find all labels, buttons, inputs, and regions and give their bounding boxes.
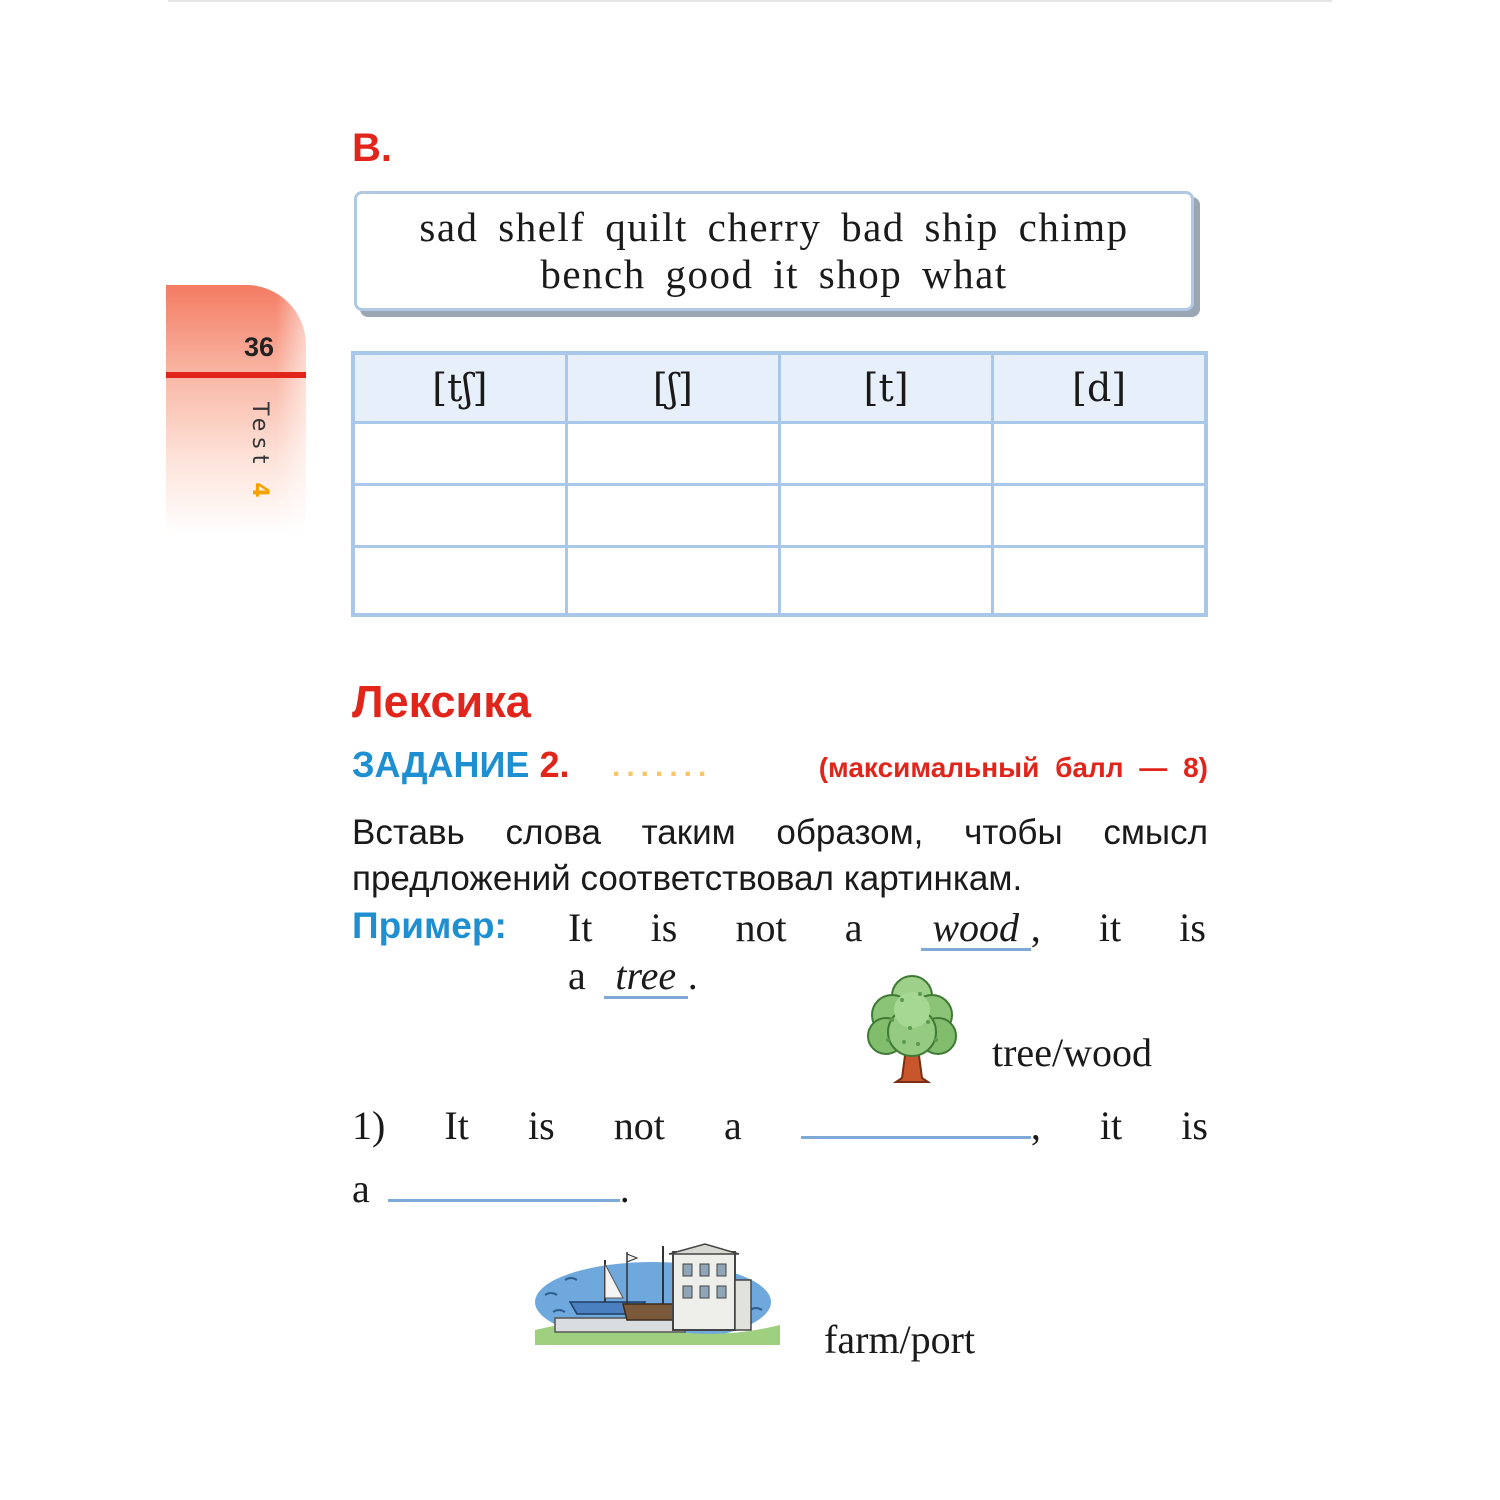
answer-blank-1-group <box>801 1100 1041 1149</box>
example-answer-1-group <box>921 904 1041 951</box>
question-number: 1) <box>352 1103 386 1148</box>
section-tab-label <box>247 402 272 504</box>
example-word: a <box>844 905 863 950</box>
question-word: is <box>1181 1103 1208 1148</box>
task-label <box>352 744 569 786</box>
example-word: a <box>568 953 586 998</box>
table-cell[interactable] <box>993 485 1206 547</box>
table-cell[interactable] <box>566 485 779 547</box>
phonetic-table-header-row <box>353 353 1206 423</box>
port-illustration <box>535 1240 780 1345</box>
phonetic-header-t: [t] <box>780 353 993 423</box>
example-comma: , <box>1030 905 1041 950</box>
question-1-caption: farm/port <box>824 1317 976 1362</box>
section-tab-number: 4 <box>247 482 272 504</box>
question-word: not <box>613 1103 665 1148</box>
table-cell[interactable] <box>993 423 1206 485</box>
section-tab-word: Test <box>247 402 272 470</box>
answer-blank-1[interactable] <box>801 1100 1031 1139</box>
section-b-heading: В. <box>352 126 392 170</box>
table-cell[interactable] <box>353 423 566 485</box>
table-cell[interactable] <box>353 547 566 615</box>
question-1-line-2 <box>352 1163 630 1212</box>
table-cell[interactable] <box>566 547 779 615</box>
instruction-line-1: Вставь слова таким образом, чтобы смысл <box>352 813 1208 852</box>
question-word: a <box>352 1166 370 1211</box>
phonetic-header-tsh: [tʃ] <box>353 353 566 423</box>
task-instruction <box>352 810 1208 902</box>
top-rule <box>168 0 1332 2</box>
table-row <box>353 423 1206 485</box>
question-word: It <box>444 1103 469 1148</box>
question-word: is <box>527 1103 555 1148</box>
phonetic-table <box>351 351 1208 617</box>
question-period: . <box>619 1166 630 1211</box>
question-word: it <box>1099 1103 1123 1148</box>
table-row <box>353 547 1206 615</box>
word-box <box>354 191 1194 311</box>
table-cell[interactable] <box>993 547 1206 615</box>
example-answer-2: tree <box>604 956 688 999</box>
example-word: it <box>1098 905 1122 950</box>
table-cell[interactable] <box>353 485 566 547</box>
question-comma: , <box>1030 1103 1041 1148</box>
example-word: is <box>650 905 678 950</box>
example-answer-1: wood <box>921 908 1031 951</box>
phonetic-header-sh: [ʃ] <box>566 353 779 423</box>
tree-illustration <box>862 970 962 1085</box>
task-word: ЗАДАНИЕ <box>352 744 530 785</box>
word-list-line-1: sad shelf quilt cherry bad ship chimp <box>419 204 1129 250</box>
page-number: 36 <box>244 332 275 362</box>
question-1-line-1 <box>352 1100 1208 1149</box>
task-dots: ....... <box>612 750 713 783</box>
table-cell[interactable] <box>780 547 993 615</box>
example-label: Пример: <box>352 905 507 946</box>
example-period: . <box>687 953 698 998</box>
table-row <box>353 485 1206 547</box>
example-sentence-line-2 <box>568 952 698 999</box>
phonetic-header-d: [d] <box>993 353 1206 423</box>
table-cell[interactable] <box>566 423 779 485</box>
word-list-line-2: bench good it shop what <box>540 251 1008 297</box>
example-sentence-line-1 <box>568 904 1206 951</box>
answer-blank-2[interactable] <box>388 1163 620 1202</box>
lexika-heading: Лексика <box>352 676 531 727</box>
instruction-line-2: предложений соответствовал картинкам. <box>352 859 1023 898</box>
example-word: is <box>1179 905 1206 950</box>
tab-divider <box>166 372 306 378</box>
table-cell[interactable] <box>780 485 993 547</box>
example-word: not <box>735 905 787 950</box>
task-number: 2. <box>539 744 570 785</box>
task-max-score: (максимальный балл — 8) <box>818 752 1208 783</box>
example-word: It <box>568 905 593 950</box>
side-tab <box>166 285 306 535</box>
table-cell[interactable] <box>780 423 993 485</box>
example-caption: tree/wood <box>992 1030 1152 1075</box>
task-header <box>352 744 1208 794</box>
question-word: a <box>723 1103 742 1148</box>
